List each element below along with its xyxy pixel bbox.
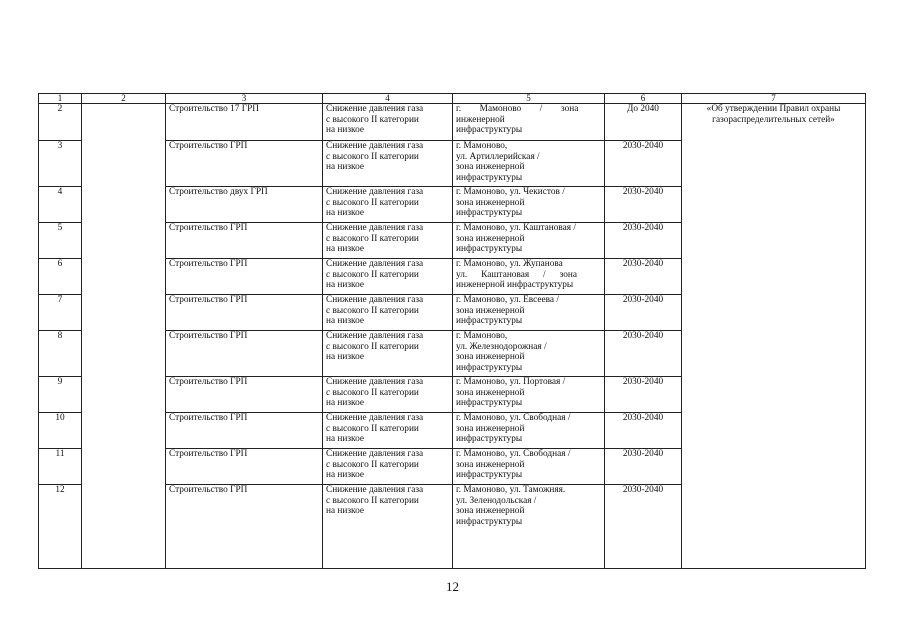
deadline-cell: 2030-2040 bbox=[605, 295, 682, 331]
location-cell bbox=[453, 485, 605, 569]
project-name-cell: Строительство двух ГРП bbox=[166, 187, 323, 223]
project-name-cell: Строительство ГРП bbox=[166, 485, 323, 569]
purpose-cell bbox=[323, 223, 453, 259]
purpose-cell bbox=[323, 485, 453, 569]
cell-line: Снижение давления газа bbox=[326, 223, 424, 233]
cell-line: на низкое bbox=[326, 125, 364, 136]
cell-line: с высокого II категории bbox=[326, 459, 419, 470]
project-name-cell: Строительство ГРП bbox=[166, 141, 323, 187]
empty-column-cell bbox=[82, 104, 166, 569]
cell-line: на низкое bbox=[326, 162, 364, 173]
cell-line: с высокого II категории bbox=[326, 197, 419, 208]
cell-line: г. Мамоново, ул. Евсеева / bbox=[456, 295, 559, 305]
purpose-cell bbox=[323, 331, 453, 377]
column-header: 6 bbox=[605, 94, 682, 104]
row-number-cell: 8 bbox=[39, 331, 82, 377]
row-number-cell: 4 bbox=[39, 187, 82, 223]
cell-line: Снижение давления газа bbox=[326, 413, 424, 423]
location-cell bbox=[453, 259, 605, 295]
cell-line: г. Мамоново, bbox=[456, 331, 508, 341]
row-number-cell: 9 bbox=[39, 377, 82, 413]
cell-line: г. Мамоново / зона bbox=[456, 104, 579, 114]
cell-line: Снижение давления газа bbox=[326, 485, 424, 495]
deadline-cell: 2030-2040 bbox=[605, 331, 682, 377]
location-cell bbox=[453, 141, 605, 187]
cell-line: с высокого II категории bbox=[326, 387, 419, 398]
purpose-cell bbox=[323, 449, 453, 485]
location-cell bbox=[453, 449, 605, 485]
cell-line: с высокого II категории bbox=[326, 423, 419, 434]
row-number-cell: 12 bbox=[39, 485, 82, 569]
cell-line: инфраструктуры bbox=[456, 125, 523, 136]
project-name-cell: Строительство ГРП bbox=[166, 223, 323, 259]
location-cell bbox=[453, 104, 605, 141]
cell-line: г. Мамоново, ул. Каштановая / bbox=[456, 223, 576, 233]
cell-line: зона инженерной bbox=[456, 197, 525, 208]
cell-line: на низкое bbox=[326, 244, 364, 255]
purpose-cell bbox=[323, 141, 453, 187]
deadline-cell: 2030-2040 bbox=[605, 485, 682, 569]
cell-line: инфраструктуры bbox=[456, 434, 523, 445]
row-number-cell: 2 bbox=[39, 104, 82, 141]
cell-line: на низкое bbox=[326, 506, 364, 517]
cell-line: инфраструктуры bbox=[456, 316, 523, 327]
purpose-cell bbox=[323, 104, 453, 141]
location-cell bbox=[453, 223, 605, 259]
deadline-cell: 2030-2040 bbox=[605, 449, 682, 485]
purpose-cell bbox=[323, 259, 453, 295]
column-header: 4 bbox=[323, 94, 453, 104]
deadline-cell: 2030-2040 bbox=[605, 141, 682, 187]
cell-line: зона инженерной bbox=[456, 459, 525, 470]
cell-line: инфраструктуры bbox=[456, 244, 523, 255]
project-name-cell: Строительство ГРП bbox=[166, 331, 323, 377]
cell-line: инженерной инфраструктуры bbox=[456, 280, 574, 291]
cell-line: ул. Зеленодольская / bbox=[456, 495, 537, 506]
cell-line: на низкое bbox=[326, 280, 364, 291]
cell-line: инфраструктуры bbox=[456, 398, 523, 409]
cell-line: зона инженерной bbox=[456, 305, 525, 316]
column-header: 1 bbox=[39, 94, 82, 104]
cell-line: зона инженерной bbox=[456, 352, 525, 363]
cell-line: инфраструктуры bbox=[456, 208, 523, 219]
location-cell bbox=[453, 187, 605, 223]
row-number-cell: 5 bbox=[39, 223, 82, 259]
deadline-cell: 2030-2040 bbox=[605, 223, 682, 259]
cell-line: инфраструктуры bbox=[456, 470, 523, 481]
project-name-cell: Строительство ГРП bbox=[166, 377, 323, 413]
table-row bbox=[39, 104, 866, 141]
cell-line: г. Мамоново, ул. Свободная / bbox=[456, 449, 571, 459]
project-name-cell: Строительство 17 ГРП bbox=[166, 104, 323, 141]
data-table bbox=[38, 93, 866, 569]
cell-line: на низкое bbox=[326, 470, 364, 481]
column-header: 2 bbox=[82, 94, 166, 104]
cell-line: зона инженерной bbox=[456, 423, 525, 434]
cell-line: Снижение давления газа bbox=[326, 141, 424, 151]
cell-line: инфраструктуры bbox=[456, 172, 523, 183]
column-header: 7 bbox=[682, 94, 866, 104]
location-cell bbox=[453, 295, 605, 331]
cell-line: зона инженерной bbox=[456, 162, 525, 173]
cell-line: г. Мамоново, ул. Чекистов / bbox=[456, 187, 565, 197]
deadline-cell: До 2040 bbox=[605, 104, 682, 141]
cell-line: г. Мамоново, bbox=[456, 141, 508, 151]
cell-line: зона инженерной bbox=[456, 387, 525, 398]
cell-line: инженерной bbox=[456, 114, 505, 125]
regulation-cell bbox=[682, 104, 866, 569]
cell-line: г. Мамоново, ул. Портовая / bbox=[456, 377, 566, 387]
cell-line: на низкое bbox=[326, 398, 364, 409]
page-number: 12 bbox=[446, 579, 459, 594]
cell-line: г. Мамоново, ул. Свободная / bbox=[456, 413, 571, 423]
cell-line: ул. Каштановая / зона bbox=[456, 269, 577, 280]
cell-line: с высокого II категории bbox=[326, 305, 419, 316]
purpose-cell bbox=[323, 295, 453, 331]
cell-line: с высокого II категории bbox=[326, 495, 419, 506]
cell-line: Снижение давления газа bbox=[326, 104, 424, 114]
cell-line: на низкое bbox=[326, 434, 364, 445]
project-name-cell: Строительство ГРП bbox=[166, 259, 323, 295]
purpose-cell bbox=[323, 377, 453, 413]
cell-line: инфраструктуры bbox=[456, 362, 523, 373]
project-name-cell: Строительство ГРП bbox=[166, 449, 323, 485]
deadline-cell: 2030-2040 bbox=[605, 377, 682, 413]
cell-line: Снижение давления газа bbox=[326, 449, 424, 459]
row-number-cell: 11 bbox=[39, 449, 82, 485]
deadline-cell: 2030-2040 bbox=[605, 413, 682, 449]
cell-line: Снижение давления газа bbox=[326, 377, 424, 387]
location-cell bbox=[453, 413, 605, 449]
cell-line: с высокого II категории bbox=[326, 269, 419, 280]
row-number-cell: 3 bbox=[39, 141, 82, 187]
cell-line: «Об утверждении Правил охраны bbox=[706, 104, 841, 114]
column-header: 3 bbox=[166, 94, 323, 104]
project-name-cell: Строительство ГРП bbox=[166, 413, 323, 449]
cell-line: инфраструктуры bbox=[456, 516, 523, 527]
row-number-cell: 10 bbox=[39, 413, 82, 449]
project-name-cell: Строительство ГРП bbox=[166, 295, 323, 331]
cell-line: зона инженерной bbox=[456, 506, 525, 517]
cell-line: ул. Артиллерийская / bbox=[456, 151, 540, 162]
row-number-cell: 6 bbox=[39, 259, 82, 295]
cell-line: ул. Железнодорожная / bbox=[456, 341, 547, 352]
cell-line: с высокого II категории bbox=[326, 151, 419, 162]
cell-line: на низкое bbox=[326, 352, 364, 363]
cell-line: Снижение давления газа bbox=[326, 331, 424, 341]
cell-line: на низкое bbox=[326, 316, 364, 327]
cell-line: с высокого II категории bbox=[326, 114, 419, 125]
location-cell bbox=[453, 331, 605, 377]
cell-line: г. Мамоново, ул. Жупанова bbox=[456, 259, 563, 269]
column-header: 5 bbox=[453, 94, 605, 104]
cell-line: зона инженерной bbox=[456, 233, 525, 244]
table-header-row bbox=[39, 94, 866, 104]
deadline-cell: 2030-2040 bbox=[605, 187, 682, 223]
location-cell bbox=[453, 377, 605, 413]
cell-line: Снижение давления газа bbox=[326, 187, 424, 197]
cell-line: г. Мамоново, ул. Таможняя. bbox=[456, 485, 566, 495]
cell-line: газораспределительных сетей» bbox=[712, 114, 835, 125]
row-number-cell: 7 bbox=[39, 295, 82, 331]
deadline-cell: 2030-2040 bbox=[605, 259, 682, 295]
cell-line: Снижение давления газа bbox=[326, 259, 424, 269]
cell-line: на низкое bbox=[326, 208, 364, 219]
purpose-cell bbox=[323, 413, 453, 449]
cell-line: Снижение давления газа bbox=[326, 295, 424, 305]
cell-line: с высокого II категории bbox=[326, 341, 419, 352]
cell-line: с высокого II категории bbox=[326, 233, 419, 244]
purpose-cell bbox=[323, 187, 453, 223]
